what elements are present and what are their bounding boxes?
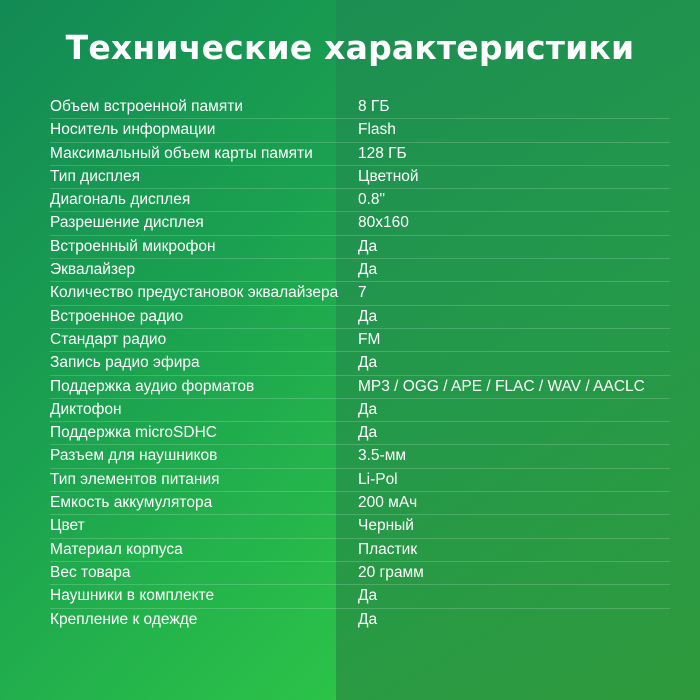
spec-name: Объем встроенной памяти [50, 96, 358, 119]
spec-row [50, 561, 670, 584]
spec-name: Поддержка microSDHC [50, 422, 358, 445]
spec-value: MP3 / OGG / APE / FLAC / WAV / AACLC [358, 375, 670, 398]
spec-row [50, 352, 670, 375]
spec-row [50, 259, 670, 282]
spec-value: Да [358, 259, 670, 282]
spec-value: Да [358, 305, 670, 328]
spec-row [50, 492, 670, 515]
spec-name: Разрешение дисплея [50, 212, 358, 235]
spec-value: FM [358, 328, 670, 351]
spec-name: Максимальный объем карты памяти [50, 142, 358, 165]
spec-value: 80x160 [358, 212, 670, 235]
spec-value: 0.8" [358, 189, 670, 212]
spec-name: Диагональ дисплея [50, 189, 358, 212]
spec-value: Да [358, 585, 670, 608]
spec-value: 128 ГБ [358, 142, 670, 165]
spec-row [50, 119, 670, 142]
spec-name: Эквалайзер [50, 259, 358, 282]
spec-row [50, 235, 670, 258]
spec-value: 200 мАч [358, 492, 670, 515]
spec-name: Количество предустановок эквалайзера [50, 282, 358, 305]
spec-name: Встроенное радио [50, 305, 358, 328]
spec-name: Поддержка аудио форматов [50, 375, 358, 398]
spec-row [50, 445, 670, 468]
spec-value: Да [358, 422, 670, 445]
spec-value: Пластик [358, 538, 670, 561]
spec-value: Li-Pol [358, 468, 670, 491]
spec-name: Диктофон [50, 398, 358, 421]
spec-row [50, 515, 670, 538]
spec-name: Крепление к одежде [50, 610, 198, 628]
spec-row [50, 398, 670, 421]
spec-name: Встроенный микрофон [50, 235, 358, 258]
spec-value: Да [358, 235, 670, 258]
spec-name: Емкость аккумулятора [50, 492, 358, 515]
spec-row [50, 282, 670, 305]
spec-name: Запись радио эфира [50, 352, 358, 375]
spec-name: Наушники в комплекте [50, 585, 358, 608]
spec-value: Черный [358, 515, 670, 538]
spec-row [50, 608, 670, 631]
spec-row [50, 538, 670, 561]
spec-value: 3.5-мм [358, 445, 670, 468]
spec-value: 8 ГБ [358, 96, 670, 119]
spec-name: Носитель информации [50, 119, 358, 142]
spec-value: Да [358, 610, 378, 628]
spec-value: Да [358, 352, 670, 375]
spec-row [50, 468, 670, 491]
spec-value: Flash [358, 119, 670, 142]
spec-row [50, 142, 670, 165]
page-title: Технические характеристики [65, 28, 635, 67]
spec-name: Вес товара [50, 561, 358, 584]
spec-name: Тип элементов питания [50, 468, 358, 491]
spec-value: Цветной [358, 165, 670, 188]
spec-name: Тип дисплея [50, 165, 358, 188]
spec-row [50, 305, 670, 328]
spec-row [50, 212, 670, 235]
spec-name: Стандарт радио [50, 328, 358, 351]
spec-name: Цвет [50, 515, 358, 538]
spec-value: Да [358, 398, 670, 421]
spec-row [50, 96, 670, 119]
spec-row [50, 585, 670, 608]
spec-name: Материал корпуса [50, 538, 358, 561]
spec-row [50, 165, 670, 188]
spec-row [50, 189, 670, 212]
spec-value: 7 [358, 282, 670, 305]
spec-name: Разъем для наушников [50, 445, 358, 468]
spec-value: 20 грамм [358, 561, 670, 584]
spec-row [50, 422, 670, 445]
spec-row [50, 375, 670, 398]
spec-table [50, 96, 670, 631]
spec-row [50, 328, 670, 351]
